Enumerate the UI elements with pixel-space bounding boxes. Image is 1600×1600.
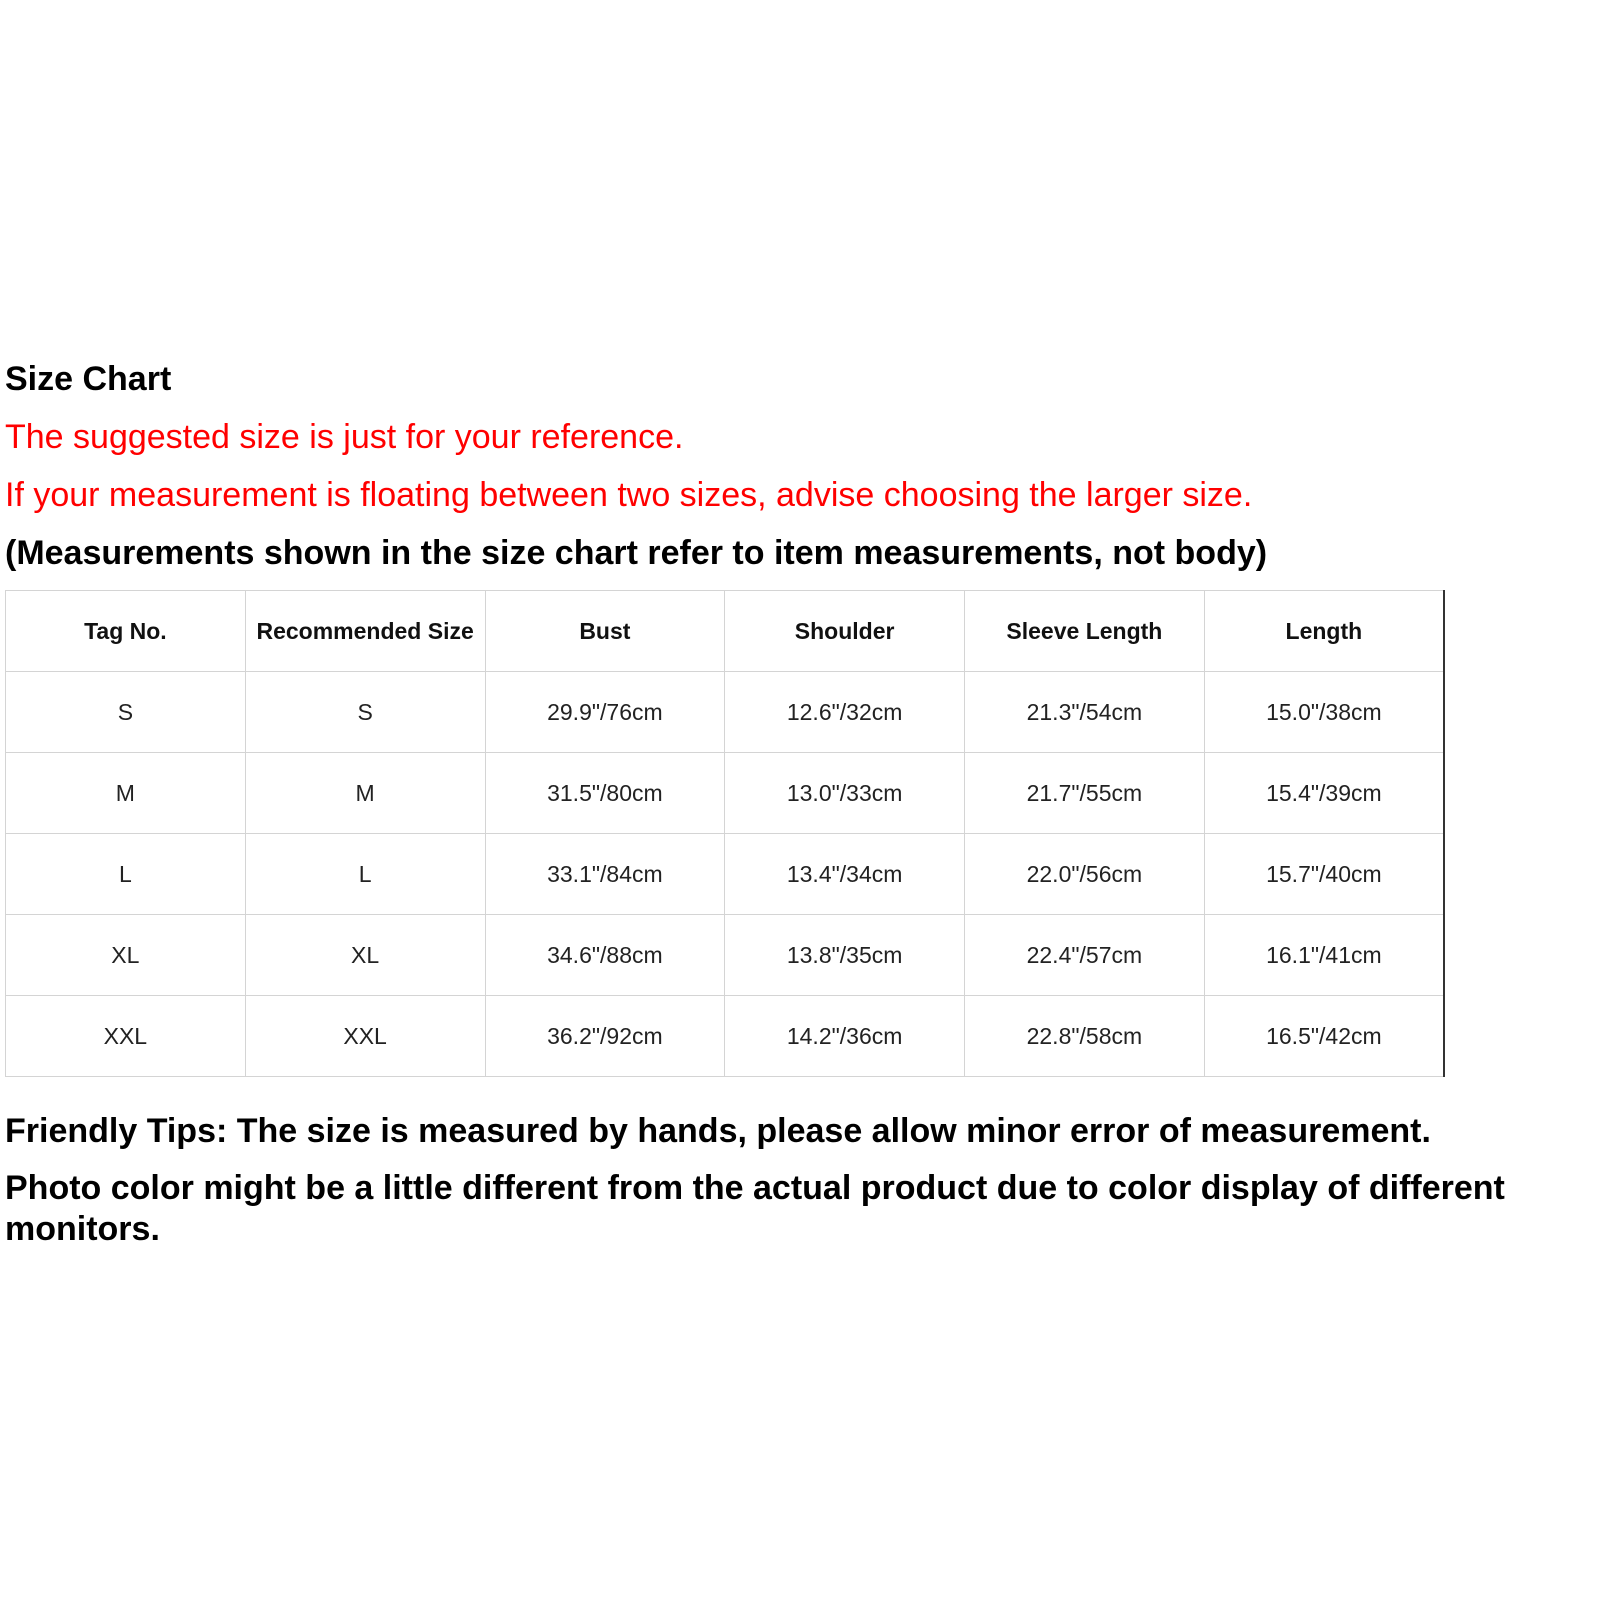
cell-shoulder: 13.4"/34cm bbox=[725, 834, 965, 915]
cell-shoulder: 13.0"/33cm bbox=[725, 753, 965, 834]
header-sleeve-length: Sleeve Length bbox=[965, 591, 1205, 672]
cell-sleeve-length: 22.8"/58cm bbox=[965, 996, 1205, 1077]
cell-tag-no: S bbox=[6, 672, 246, 753]
table-row bbox=[6, 915, 1445, 996]
header-shoulder: Shoulder bbox=[725, 591, 965, 672]
table-row bbox=[6, 834, 1445, 915]
header-tag-no: Tag No. bbox=[6, 591, 246, 672]
larger-size-note: If your measurement is floating between two sizes, advise choosing the larger size. bbox=[5, 476, 1253, 514]
header-recommended-size: Recommended Size bbox=[245, 591, 485, 672]
table-row bbox=[6, 753, 1445, 834]
cell-length: 15.4"/39cm bbox=[1204, 753, 1444, 834]
cell-sleeve-length: 22.0"/56cm bbox=[965, 834, 1205, 915]
header-bust: Bust bbox=[485, 591, 725, 672]
cell-length: 15.0"/38cm bbox=[1204, 672, 1444, 753]
table-row bbox=[6, 996, 1445, 1077]
cell-length: 16.5"/42cm bbox=[1204, 996, 1444, 1077]
cell-shoulder: 13.8"/35cm bbox=[725, 915, 965, 996]
cell-bust: 33.1"/84cm bbox=[485, 834, 725, 915]
cell-shoulder: 14.2"/36cm bbox=[725, 996, 965, 1077]
cell-bust: 29.9"/76cm bbox=[485, 672, 725, 753]
cell-recommended-size: L bbox=[245, 834, 485, 915]
cell-tag-no: M bbox=[6, 753, 246, 834]
page-title: Size Chart bbox=[5, 360, 172, 398]
cell-sleeve-length: 21.3"/54cm bbox=[965, 672, 1205, 753]
cell-recommended-size: XXL bbox=[245, 996, 485, 1077]
cell-sleeve-length: 22.4"/57cm bbox=[965, 915, 1205, 996]
measurement-note: (Measurements shown in the size chart refer to item measurements, not body) bbox=[5, 534, 1268, 572]
table-header-row bbox=[6, 591, 1445, 672]
cell-tag-no: L bbox=[6, 834, 246, 915]
size-table bbox=[5, 590, 1445, 1077]
cell-recommended-size: M bbox=[245, 753, 485, 834]
cell-recommended-size: S bbox=[245, 672, 485, 753]
size-chart-document bbox=[5, 362, 1595, 1265]
cell-bust: 31.5"/80cm bbox=[485, 753, 725, 834]
cell-sleeve-length: 21.7"/55cm bbox=[965, 753, 1205, 834]
reference-note: The suggested size is just for your reference. bbox=[5, 418, 684, 456]
cell-length: 15.7"/40cm bbox=[1204, 834, 1444, 915]
friendly-tip: Friendly Tips: The size is measured by hands, please allow minor error of measurement. bbox=[5, 1112, 1431, 1150]
cell-tag-no: XXL bbox=[6, 996, 246, 1077]
cell-tag-no: XL bbox=[6, 915, 246, 996]
cell-shoulder: 12.6"/32cm bbox=[725, 672, 965, 753]
cell-bust: 36.2"/92cm bbox=[485, 996, 725, 1077]
cell-bust: 34.6"/88cm bbox=[485, 915, 725, 996]
cell-length: 16.1"/41cm bbox=[1204, 915, 1444, 996]
cell-recommended-size: XL bbox=[245, 915, 485, 996]
table-row bbox=[6, 672, 1445, 753]
photo-color-tip: Photo color might be a little different from the actual product due to color display of different monitors. bbox=[5, 1168, 1505, 1248]
header-length: Length bbox=[1204, 591, 1444, 672]
tips-section bbox=[5, 1111, 1595, 1249]
